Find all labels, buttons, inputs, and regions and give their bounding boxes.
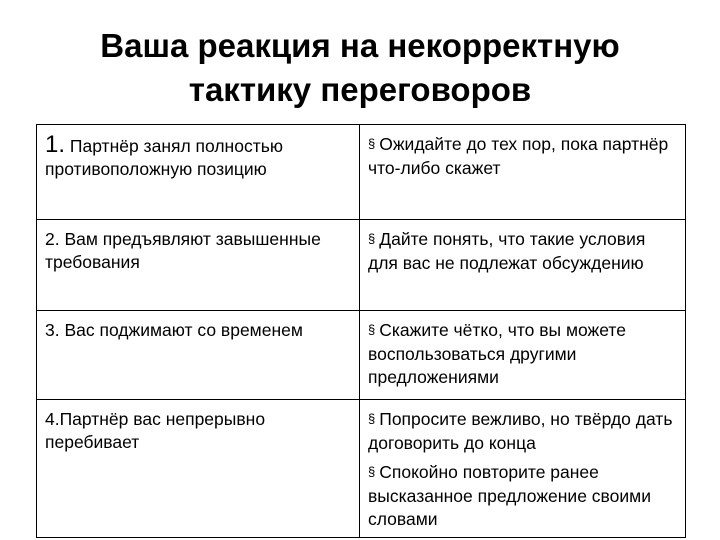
table-row [37, 400, 686, 538]
title-line-2: тактику переговоров [188, 71, 532, 108]
tactics-table [36, 124, 686, 538]
response-cell [360, 220, 686, 311]
title-line-1: Ваша реакция на некорректную [100, 27, 620, 64]
table-row [37, 311, 686, 400]
response-text: Ожидайте до тех пор, пока партнёр что-либо скажет [368, 134, 669, 178]
response-cell [360, 400, 686, 538]
situation-number: 1. [45, 131, 66, 158]
situation-text: 3. Вас поджимают со временем [45, 320, 303, 340]
response-cell [360, 125, 686, 220]
response-text: Спокойно повторите ранее высказанное предложение своими словами [368, 462, 651, 529]
table-row [37, 220, 686, 311]
bullet-marker-icon: § [368, 322, 376, 337]
response-item [368, 319, 677, 389]
situation-text: 2. Вам предъявляют завышенные требования [45, 229, 321, 272]
response-item [368, 408, 677, 455]
situation-cell [37, 220, 360, 311]
situation-cell [37, 311, 360, 400]
response-item [368, 133, 677, 180]
bullet-marker-icon: § [368, 464, 376, 479]
bullet-marker-icon: § [368, 411, 376, 426]
bullet-marker-icon: § [368, 231, 376, 246]
response-item [368, 461, 677, 531]
table-row [37, 125, 686, 220]
situation-text: Партнёр занял полностью противоположную позицию [45, 136, 283, 179]
slide-title [0, 24, 720, 112]
response-text: Скажите чётко, что вы можете воспользоваться другими предложениями [368, 320, 626, 387]
bullet-marker-icon: § [368, 136, 376, 151]
situation-text: 4.Партнёр вас непрерывно перебивает [45, 409, 266, 452]
response-text: Дайте понять, что такие условия для вас не подлежат обсуждению [368, 229, 646, 273]
response-cell [360, 311, 686, 400]
situation-cell [37, 400, 360, 538]
response-text: Попросите вежливо, но твёрдо дать договорить до конца [368, 409, 673, 453]
situation-cell [37, 125, 360, 220]
response-item [368, 228, 677, 275]
